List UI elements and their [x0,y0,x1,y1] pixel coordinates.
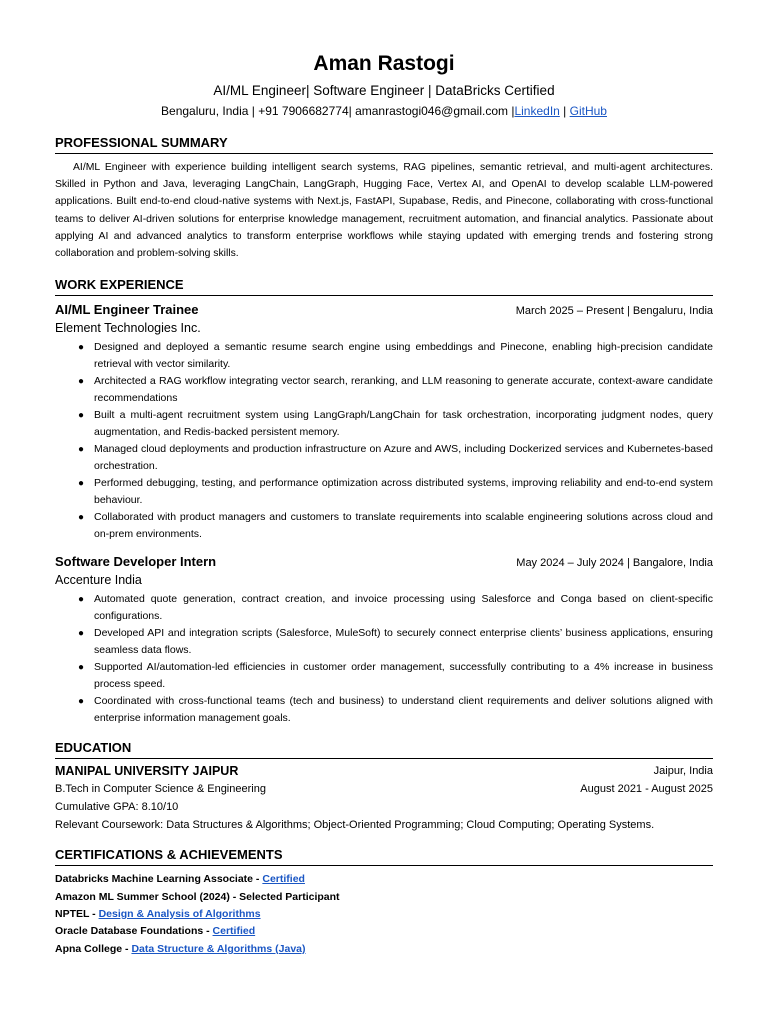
bullet-icon: ● [78,478,85,490]
bullet-icon: ● [78,662,85,674]
job-dates-location: May 2024 – July 2024 | Bangalore, India [516,557,713,570]
cert-link[interactable]: Design & Analysis of Algorithms [98,908,261,921]
candidate-name: Aman Rastogi [313,52,455,75]
bullet-item: ● Developed API and integration scripts (Salesforce, MuleSoft) to securely connect enterprise clients’ business applications, ensuring seamless data flows. [78,627,713,657]
bullet-icon: ● [78,628,85,640]
education-heading: EDUCATION [55,739,713,759]
candidate-subtitle: AI/ML Engineer| Software Engineer | DataBricks Certified [213,83,555,98]
job-entry [55,553,713,727]
job-entry [55,301,713,543]
cert-item: NPTEL - Design & Analysis of Algorithms [55,908,261,921]
contact-separator: | [559,104,570,118]
bullet-item: ● Performed debugging, testing, and performance optimization across distributed systems, improving reliability and end-to-end system behaviour. [78,477,713,507]
degree: B.Tech in Computer Science & Engineering [55,783,266,796]
github-link[interactable]: GitHub [569,104,607,118]
job-dates-location: March 2025 – Present | Bengaluru, India [515,305,713,318]
bullet-icon: ● [78,410,85,422]
bullet-icon: ● [78,696,85,708]
cert-item: Databricks Machine Learning Associate - Certified [55,873,305,886]
cert-link[interactable]: Data Structure & Algorithms (Java) [131,942,306,955]
cert-link[interactable]: Certified [212,925,256,938]
coursework: Relevant Coursework: Data Structures & Algorithms; Object-Oriented Programming; Cloud Computing; Operating Systems. [55,819,655,832]
job-title: AI/ML Engineer Trainee [55,302,199,318]
bullet-item: ● Architected a RAG workflow integrating vector search, reranking, and LLM reasoning to generate accurate, context-aware candidate recommendations [78,375,713,405]
bullet-item: ● Designed and deployed a semantic resume search engine using embeddings and Pinecone, enabling high-precision candidate retrieval with vector similarity. [78,341,713,371]
summary-section [55,134,713,262]
bullet-icon: ● [78,376,85,388]
job-company: Element Technologies Inc. [55,321,201,336]
job-company: Accenture India [55,573,142,588]
certifications-heading: CERTIFICATIONS & ACHIEVEMENTS [55,846,713,866]
job-title: Software Developer Intern [55,554,217,570]
job-bullets [55,339,713,543]
bullet-item: ● Automated quote generation, contract creation, and invoice processing using Salesforce and Conga based on client-specific configurations. [78,593,713,623]
gpa: Cumulative GPA: 8.10/10 [55,801,179,814]
bullet-item: ● Coordinated with cross-functional teams (tech and business) to understand client requirements and deliver solutions aligned with enterprise information management goals. [78,695,713,725]
cert-link[interactable]: Certified [262,873,305,886]
cert-item: Apna College - Data Structure & Algorithms (Java) [55,942,306,955]
bullet-icon: ● [78,342,85,354]
contact-text: Bengaluru, India | +91 7906682774| amanrastogi046@gmail.com | [161,104,515,118]
job-bullets [55,591,713,727]
linkedin-link[interactable]: LinkedIn [514,104,560,118]
school-name: MANIPAL UNIVERSITY JAIPUR [55,764,239,779]
summary-text: AI/ML Engineer with experience building intelligent search systems, RAG pipelines, semantic retrieval, and multi-agent architectures. Skilled in Python and Java, leveraging LangChain, LangGraph, Hugging Face, Vertex AI, and OpenAI to develop scalable LLM-powered applications. Built end-to-end cloud-native systems with Next.js, FastAPI, Supabase, Redis, and Pinecone, collaborating with cross-functional teams to deliver AI-driven solutions for enterprise knowledge management, recruitment automation, and financial analytics. Passionate about applying AI and advanced analytics to transform enterprise workflows while staying updated with emerging trends and fostering strong collaboration and problem-solving skills. [55,162,713,260]
education-section [55,739,713,834]
cert-item: Amazon ML Summer School (2024) - Selected Participant [55,890,340,903]
contact-line [0,102,768,120]
certifications-section [55,846,713,958]
bullet-item: ● Built a multi-agent recruitment system using LangGraph/LangChain for task orchestration, incorporating judgment nodes, query augmentation, and Redis-backed persistent memory. [78,409,713,439]
summary-heading: PROFESSIONAL SUMMARY [55,134,713,154]
education-dates: August 2021 - August 2025 [580,783,713,796]
school-location: Jaipur, India [653,765,713,778]
resume-header [0,50,768,120]
bullet-icon: ● [78,512,85,524]
bullet-icon: ● [78,444,85,456]
experience-section [55,276,713,727]
cert-item: Oracle Database Foundations - Certified [55,925,256,938]
resume-body [55,134,713,958]
bullet-item: ● Collaborated with product managers and customers to translate requirements into scalable engineering solutions across cloud and on-prem environments. [78,511,713,541]
bullet-item: ● Managed cloud deployments and production infrastructure on Azure and AWS, including Dockerized services and Kubernetes-based orchestration. [78,443,713,473]
bullet-item: ● Supported AI/automation-led efficiencies in customer order management, successfully contributing to a 4% increase in business process speed. [78,661,713,691]
experience-heading: WORK EXPERIENCE [55,276,713,296]
bullet-icon: ● [78,594,85,606]
